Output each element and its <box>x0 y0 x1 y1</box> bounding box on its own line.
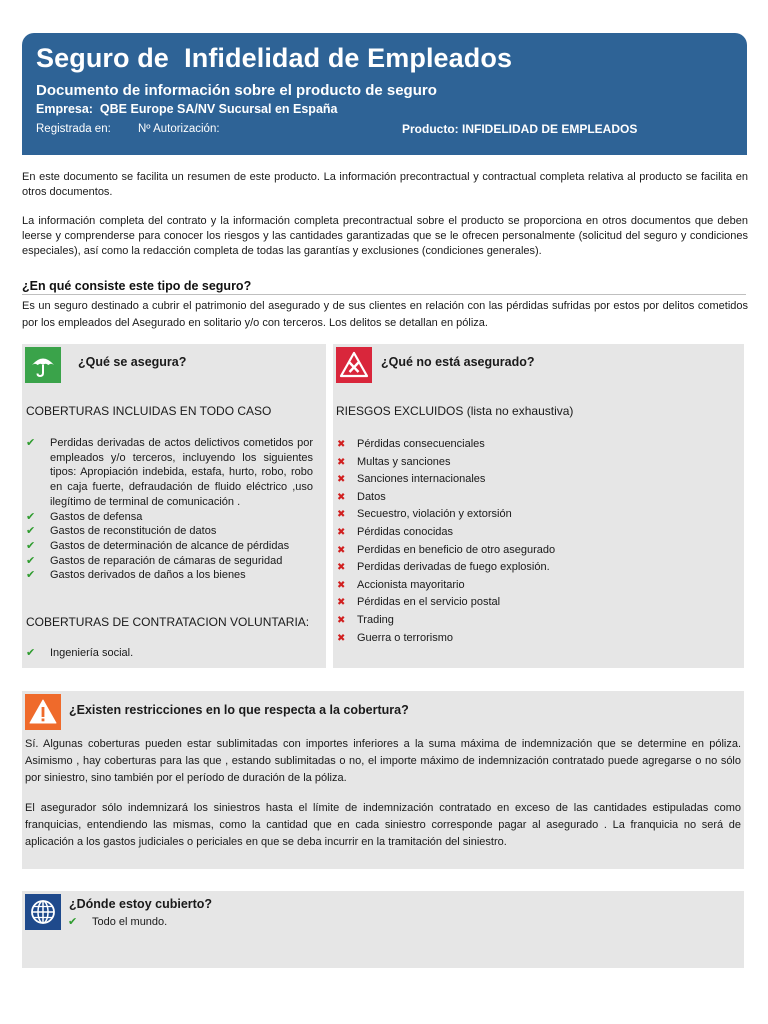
cross-icon: ✖ <box>337 597 346 609</box>
coverage-area-list <box>68 915 368 930</box>
restrictions-panel <box>22 691 744 869</box>
restrictions-paragraph-2: El asegurador sólo indemnizará los siniestros hasta el límite de indemnización contratado en exceso de las cantidades estipuladas como franquicias, entendiendo las mismas, como la cantidad que en cada siniestro corresponde pagar al asegurado . La franquicia no será de aplicación a los gastos judiciales o periciales en que se deba incurrir en la tramitación del siniestro. <box>25 802 741 848</box>
excluded-item <box>337 559 737 577</box>
included-item-text: Gastos derivados de daños a los bienes <box>50 569 246 582</box>
coverage-area-panel <box>22 891 744 968</box>
heading-divider <box>22 294 746 295</box>
restrictions-paragraph-1: Sí. Algunas coberturas pueden estar sublimitadas con importes inferiores a la suma máxima de indemnización que se determine en póliza. Asimismo , hay coberturas para las que , estando sublimitadas o no, el importe máximo de indemnización contratado puede agregarse o no sólo por siniestro, sino también por el período de duración de la póliza. <box>25 738 741 784</box>
excluded-item-text: Pérdidas consecuenciales <box>357 438 485 450</box>
included-item <box>26 436 313 510</box>
included-item-text: Gastos de reconstitución de datos <box>50 525 217 538</box>
insurance-type-heading: ¿En qué consiste este tipo de seguro? <box>22 279 252 293</box>
voluntary-heading: COBERTURAS DE CONTRATACION VOLUNTARIA: <box>26 615 310 629</box>
restrictions-title: ¿Existen restricciones en lo que respecta a la cobertura? <box>69 703 409 717</box>
cross-icon: ✖ <box>337 632 346 644</box>
excluded-item-text: Multas y sanciones <box>357 455 451 468</box>
cross-icon: ✖ <box>337 509 346 521</box>
included-item-text: Gastos de determinación de alcance de pérdidas <box>50 539 290 552</box>
cross-icon: ✖ <box>337 526 346 538</box>
excluded-item-text: Sanciones internacionales <box>357 473 486 486</box>
authorization-label: Nº Autorización: <box>138 123 220 135</box>
included-item-text: Perdidas derivadas de actos delictivos cometidos por empleados y/o terceros, incluyendo los siguientes tipos: Apropiación indebida, estafa, hurto, robo, robo en caja fuerte, defraudación de fluido eléctrico ,uso ilegítimo de terminal de comunicación . <box>50 437 313 508</box>
intro-paragraph-1: En este documento se facilita un resumen de este producto. La información precontractual y contractual completa relativa al producto se facilita en otros documentos. <box>22 171 748 198</box>
intro-paragraph-2: La información completa del contrato y la información completa precontractual sobre el producto se proporciona en otros documentos que deben leerse y comprenderse para conocer los riesgos y las cantidades garantizadas que se le ofrecen personalmente (solicitud del seguro y condiciones especiales), así como la redacción completa de todas las garantías y exclusiones (condiciones generales). <box>22 215 748 257</box>
check-icon: ✔ <box>26 437 36 449</box>
check-icon: ✔ <box>68 916 78 928</box>
cross-icon: ✖ <box>337 544 346 556</box>
not-insured-panel <box>333 344 744 668</box>
voluntary-item-text: Ingeniería social. <box>50 647 134 659</box>
voluntary-list <box>26 646 313 661</box>
product-label: Producto: INFIDELIDAD DE EMPLEADOS <box>402 122 638 136</box>
registered-label: Registrada en: <box>36 123 111 135</box>
excluded-item <box>337 454 737 472</box>
cross-icon: ✖ <box>337 614 346 626</box>
excluded-item-text: Perdidas en beneficio de otro asegurado <box>357 543 556 556</box>
included-item-text: Gastos de defensa <box>50 510 143 523</box>
coverage-area-item <box>68 915 368 930</box>
document-header <box>22 33 747 155</box>
check-icon: ✔ <box>26 525 36 538</box>
check-icon: ✔ <box>26 647 36 659</box>
excluded-item <box>337 594 737 612</box>
included-item <box>26 524 313 539</box>
cross-icon: ✖ <box>337 562 346 574</box>
excluded-item-text: Accionista mayoritario <box>357 578 465 591</box>
excluded-item-text: Secuestro, violación y extorsión <box>357 508 512 521</box>
cross-icon: ✖ <box>337 456 346 468</box>
voluntary-item <box>26 646 313 661</box>
coverage-area-title: ¿Dónde estoy cubierto? <box>69 897 213 911</box>
alert-triangle-icon <box>25 694 61 730</box>
excluded-item-text: Trading <box>357 613 394 626</box>
cross-icon: ✖ <box>337 579 346 591</box>
check-icon: ✔ <box>26 554 36 567</box>
included-list <box>26 436 313 583</box>
excluded-item <box>337 630 737 648</box>
excluded-item-text: Guerra o terrorismo <box>357 631 453 644</box>
excluded-item-text: Pérdidas en el servicio postal <box>357 596 501 609</box>
excluded-item <box>337 577 737 595</box>
document-title: Seguro de Infidelidad de Empleados <box>36 43 513 73</box>
included-item <box>26 539 313 554</box>
not-insured-title: ¿Qué no está asegurado? <box>381 355 535 369</box>
excluded-item <box>337 612 737 630</box>
document-subtitle: Documento de información sobre el producto de seguro <box>36 82 437 99</box>
excluded-list <box>337 436 737 647</box>
coverage-area-item-text: Todo el mundo. <box>92 916 168 928</box>
excluded-item <box>337 436 737 454</box>
insurance-type-text: Es un seguro destinado a cubrir el patrimonio del asegurado y de sus clientes en relación con las pérdidas sufridas por estos por delitos cometidos por los empleados del Asegurado en solitario y/o con terceros. Los delitos se detallan en póliza. <box>22 300 748 329</box>
included-item <box>26 568 313 583</box>
insured-title: ¿Qué se asegura? <box>78 355 187 369</box>
excluded-item <box>337 489 737 507</box>
excluded-heading: RIESGOS EXCLUIDOS (lista no exhaustiva) <box>336 404 574 418</box>
umbrella-icon <box>25 347 61 383</box>
check-icon: ✔ <box>26 510 36 523</box>
cross-icon: ✖ <box>337 439 346 450</box>
check-icon: ✔ <box>26 539 36 552</box>
included-item <box>26 554 313 569</box>
cross-icon: ✖ <box>337 474 346 486</box>
excluded-item <box>337 471 737 489</box>
included-item-text: Gastos de reparación de cámaras de seguridad <box>50 554 283 567</box>
insured-panel <box>22 344 326 668</box>
cross-icon: ✖ <box>337 491 346 503</box>
globe-icon <box>25 894 61 930</box>
excluded-item <box>337 524 737 542</box>
excluded-item <box>337 506 737 524</box>
excluded-item-text: Datos <box>357 490 386 503</box>
company-line: Empresa: QBE Europe SA/NV Sucursal en España <box>36 102 338 116</box>
excluded-item <box>337 542 737 560</box>
included-heading: COBERTURAS INCLUIDAS EN TODO CASO <box>26 404 272 418</box>
excluded-item-text: Perdidas derivadas de fuego explosión. <box>357 561 550 574</box>
warning-x-icon <box>336 347 372 383</box>
included-item <box>26 510 313 525</box>
check-icon: ✔ <box>26 569 36 582</box>
excluded-item-text: Pérdidas conocidas <box>357 525 454 538</box>
